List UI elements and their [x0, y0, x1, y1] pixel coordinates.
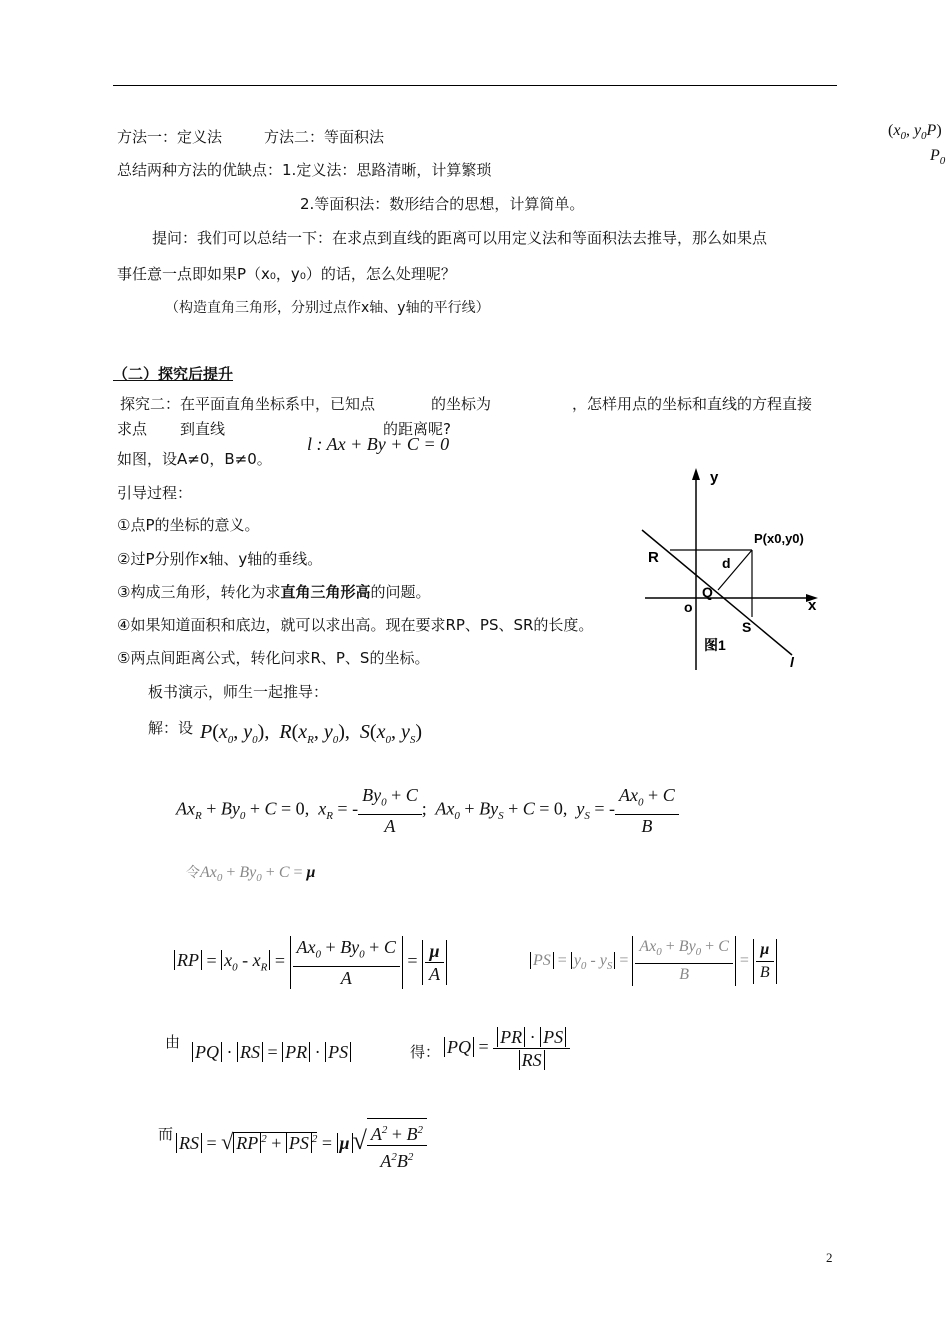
d-label: d [722, 555, 731, 571]
corner-p0: $P_0$ [930, 147, 946, 168]
step-3 [117, 582, 430, 602]
step-5: ⑤两点间距离公式，转化问求R、P、S的坐标。 [117, 649, 430, 667]
step-4: ④如果知道面积和底边，就可以求出高。现在要求RP、PS、SR的长度。 [117, 616, 594, 634]
step-1: ①点P的坐标的意义。 [117, 516, 260, 534]
explore-text-2c: 的距离呢? [383, 420, 451, 438]
ling-label: 令 [186, 865, 200, 881]
guide-label: 引导过程： [117, 484, 193, 502]
p-label: P(x0,y0) [754, 531, 804, 546]
l-label: l [790, 654, 794, 670]
q-label: Q [702, 584, 713, 600]
rs-formula: RS = √ RP $^2$ + PS $^2$ = μ √ $\frac{A^2 + B^2}{A^2B^2}$ [176, 1118, 427, 1172]
question-line2: 事任意一点即如果P（x₀，y₀）的话，怎么处理呢？ [117, 265, 456, 283]
step-3c: 的问题。 [370, 583, 431, 601]
mu-definition: 令$Ax_0 + By_0 + C = \mu$ [186, 864, 316, 885]
you-label: 由 [165, 1033, 181, 1051]
board-text: 板书演示，师生一起推导： [148, 683, 329, 701]
explore-text-2a: 求点 [117, 420, 148, 438]
hint-text: （构造直角三角形，分别过点作x轴、y轴的平行线） [165, 300, 490, 316]
er-label: 而 [158, 1125, 174, 1143]
area-equation: PQ · RS = PR · PS [192, 1041, 351, 1063]
solution-label: 解：设 [148, 719, 194, 737]
y-label: y [710, 469, 719, 486]
page-number: 2 [826, 1250, 833, 1265]
explore-text-1c: ，怎样用点的坐标和直线的方程直接 [572, 395, 813, 413]
explore-text-2b: 到直线 [180, 420, 226, 438]
section-heading: （二）探究后提升 [113, 365, 234, 383]
rp-formula: RP = $x_0 - x_R$ = $\frac{Ax_0 + By_0 + C}{A}$ = $\frac{\mu}{A}$ [174, 936, 447, 989]
assume-text: 如图，设A≠0，B≠0。 [117, 450, 272, 468]
x-label: x [808, 597, 817, 614]
method1-text: 方法一：定义法 [117, 128, 223, 146]
line-equation: l : Ax + By + C = 0 [307, 434, 450, 454]
explore-text-1: 探究二：在平面直角坐标系中，已知点 [120, 395, 376, 413]
pq-formula: PQ = $\frac{PR \cdot PS}{RS}$ [444, 1026, 570, 1071]
o-label: o [684, 599, 693, 615]
x-axis [645, 594, 818, 602]
method2-text: 方法二：等面积法 [264, 128, 385, 146]
ps-formula: PS = $y_0 - y_S$ = $\frac{Ax_0 + By_0 + C}{B}$ = $\frac{\mu}{B}$ [530, 936, 777, 986]
header-rule [113, 85, 837, 86]
r-label: R [648, 549, 659, 566]
figure-caption: 图1 [704, 637, 726, 653]
coordinate-figure [630, 460, 840, 675]
points-def: $P(x_0$, $y_0$), $R(x_R$, $y_0$), $S(x_0$, $y_S$) [200, 721, 423, 746]
coordinate-equations: $Ax_R + By_0 + C = 0$, $x_R$ = - $\frac{By_0 + C}{A}$ ; $Ax_0 + By_S + C = 0$, $y_S$ = - $\frac{Ax_0 + C}{B}$ [176, 784, 679, 837]
explore-text-1b: 的坐标为 [431, 395, 492, 413]
step-3b: 直角三角形高 [280, 583, 371, 601]
corner-coord: ($x_0$, $y_0P$) [888, 122, 942, 143]
step-3a: ③构成三角形，转化为求 [117, 583, 281, 601]
summary-text: 总结两种方法的优缺点：1.定义法：思路清晰，计算繁琐 [117, 161, 492, 179]
de-label: 得： [410, 1043, 441, 1061]
summary2-text: 2.等面积法：数形结合的思想，计算简单。 [300, 195, 585, 213]
y-axis [692, 468, 700, 670]
question-line1: 提问：我们可以总结一下：在求点到直线的距离可以用定义法和等面积法去推导，那么如果点 [152, 229, 768, 247]
step-2: ②过P分别作x轴、y轴的垂线。 [117, 550, 323, 568]
s-label: S [742, 619, 752, 635]
